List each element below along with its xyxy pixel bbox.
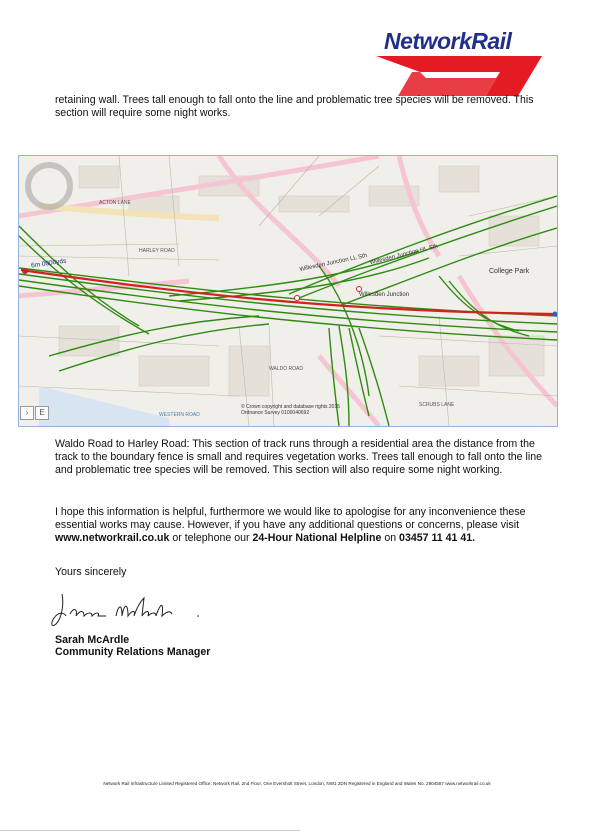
junction-label: Willesden Junction	[359, 292, 410, 298]
intro-paragraph: retaining wall. Trees tall enough to fall onto the line and problematic tree species will be removed. This section will require some night works.	[55, 94, 534, 119]
closing-paragraph	[55, 506, 545, 545]
signature	[48, 588, 208, 637]
closing-text-1: I hope this information is helpful, furthermore we would like to apologise for any inconvenience these essential works may cause. However, if you have any additional questions or concerns, please visit	[55, 506, 526, 531]
junction-hl-label: Willesden Junction HL Sth	[369, 243, 439, 267]
map-copyright	[241, 404, 340, 416]
phone-number: 03457 11 41 41.	[399, 532, 476, 544]
road-label-acton: ACTON LANE	[99, 200, 131, 206]
signatory-title: Community Relations Manager	[55, 646, 211, 658]
closing-text-3: on	[381, 532, 400, 544]
signatory-name: Sarah McArdle	[55, 634, 130, 646]
salutation: Yours sincerely	[55, 566, 127, 578]
registered-office-footer: Network Rail Infrastructure Limited Registered Office: Network Rail, 2nd Floor, One Eversholt Street, London, NW1 2DN Registered in England and Wales No. 2904587 www.networkrail.co.uk	[103, 781, 491, 786]
page-edge-divider	[0, 830, 300, 831]
road-label-western: WESTERN ROAD	[159, 412, 200, 418]
copyright-line-2: Ordnance Survey 0100040692	[241, 410, 310, 416]
network-rail-logo	[368, 26, 558, 102]
copyright-line-1: © Crown copyright and database rights 2015	[241, 404, 341, 410]
area-label: College Park	[489, 268, 530, 275]
map-grid-button[interactable]: E	[35, 406, 49, 420]
map-prev-button[interactable]: ›	[20, 406, 34, 420]
road-label-harley: HARLEY ROAD	[139, 248, 175, 254]
closing-text-2: or telephone our	[169, 532, 253, 544]
road-label-scrubs: SCRUBS LANE	[419, 402, 455, 408]
track-map[interactable]	[18, 155, 558, 427]
website-link[interactable]: www.networkrail.co.uk	[55, 532, 170, 544]
junction-ll-label: Willesden Junction LL Sth	[299, 252, 368, 274]
logo-text: NetworkRail	[384, 28, 512, 54]
pan-control[interactable]	[25, 162, 73, 210]
map-drawing	[19, 156, 557, 426]
road-label-waldo: WALDO ROAD	[269, 366, 303, 372]
helpline-label: 24-Hour National Helpline	[252, 532, 382, 544]
mileage-label: 6m 0000yds	[30, 257, 67, 270]
waldo-harley-paragraph: Waldo Road to Harley Road: This section of track runs through a residential area the distance from the track to the boundary fence is small and requires vegetation works. Trees tall enough to fall onto the line and problematic tree species will be removed. This section will also require some night working.	[55, 438, 543, 476]
